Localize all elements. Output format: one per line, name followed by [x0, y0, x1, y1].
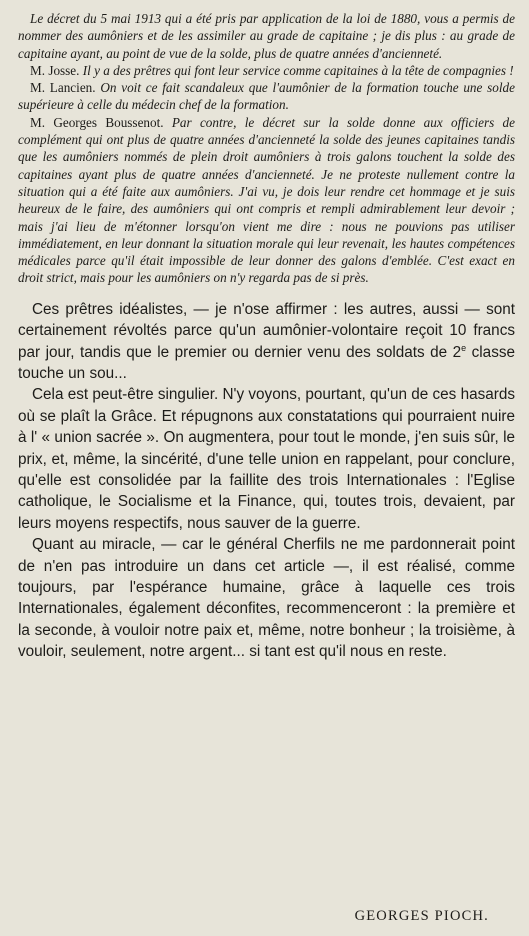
body-paragraph — [18, 299, 515, 385]
quote-text: Le décret du 5 mai 1913 qui a été pris par application de la loi de 1880, vous a permis de nommer des aumôniers et de les assimiler au grade de capitaine ; je dis plus : au grade de capitaine ayant, au point de vue de la solde, plus de quatre années d'ancienneté. — [18, 11, 515, 61]
body-text: Ces prêtres idéalistes, — je n'ose affirmer : les autres, aussi — sont certainement révoltés parce qu'un aumônier-volontaire reçoit 10 francs par jour, tandis que le premier ou dernier venu des soldats de 2 — [18, 300, 515, 361]
author-signature: GEORGES PIOCH. — [354, 908, 489, 924]
article-body — [18, 299, 515, 663]
speaker-name: M. Josse. — [30, 62, 80, 78]
ordinal-suffix: e — [461, 342, 467, 353]
quote-text: Par contre, le décret sur la solde donne aux officiers de complément qui ont plus de quatre années d'ancienneté la solde des jeunes capitaines tandis que les aumôniers nommés de plein droit aumôniers à trois galons touchent la solde des capitaines ayant plus de quatre années d'ancienneté. Je ne proteste nullement contre la situation qui a été faite aux aumôniers. J'ai vu, je dois leur rendre cet hommage et je suis heureux de le faire, des aumôniers qui ont compris et rempli admirablement leur devoir ; mais j'ai lieu de m'étonner lorsqu'on vient me dire : nous ne pouvions pas utiliser immédiatement, en leur donnant la situation morale qui leur revenait, les hautes compétences médicales parce qu'il était impossible de leur donner des galons d'emblée. C'est exact en droit strict, mais pour les aumôniers on n'y regarda pas de si près. — [18, 114, 515, 286]
body-text: classe touche un sou... — [18, 343, 515, 382]
quote-paragraph — [18, 62, 515, 79]
quote-paragraph — [18, 114, 515, 287]
body-text: Quant au miracle, — car le général Cherfils ne me pardonnerait point de n'en pas introduire un dans cet article —, il est réalisé, comme toujours, par l'espérance humaine, grâce à laquelle ces trois Internationales, également déconfites, recommenceront : la première et la seconde, à vouloir notre paix et, même, notre bonheur ; la troisième, à vouloir, seulement, notre argent... si tant est qu'il nous en reste. — [18, 536, 515, 661]
quote-paragraph — [18, 79, 515, 114]
body-paragraph — [18, 384, 515, 534]
quote-text: Il y a des prêtres qui font leur service comme capitaines à la tête de compagnies ! — [82, 62, 514, 78]
quote-paragraph — [18, 10, 515, 62]
quote-text: On voit ce fait scandaleux que l'aumônier de la formation touche une solde supérieure à celle du médecin chef de la formation. — [18, 80, 515, 113]
body-text: Cela est peut-être singulier. N'y voyons, pourtant, qu'un de ces hasards où se plaît la Grâce. Et répugnons aux constatations qui pourraient nuire à l' « union sacrée ». On augmentera, pour tout le monde, j'en suis sûr, le prix, et, même, la sincérité, d'une telle union en rappelant, pour conclure, qu'elle est consolidée par la faillite des trois Internationales : l'Eglise catholique, le Socialisme et la Finance, qui, toutes trois, devaient, par leurs moyens respectifs, nous sauver de la guerre. — [18, 386, 515, 532]
speaker-name: M. Lancien. — [30, 80, 96, 96]
body-paragraph — [18, 534, 515, 662]
speaker-name: M. Georges Boussenot. — [30, 114, 164, 130]
parliamentary-quote — [18, 10, 515, 287]
